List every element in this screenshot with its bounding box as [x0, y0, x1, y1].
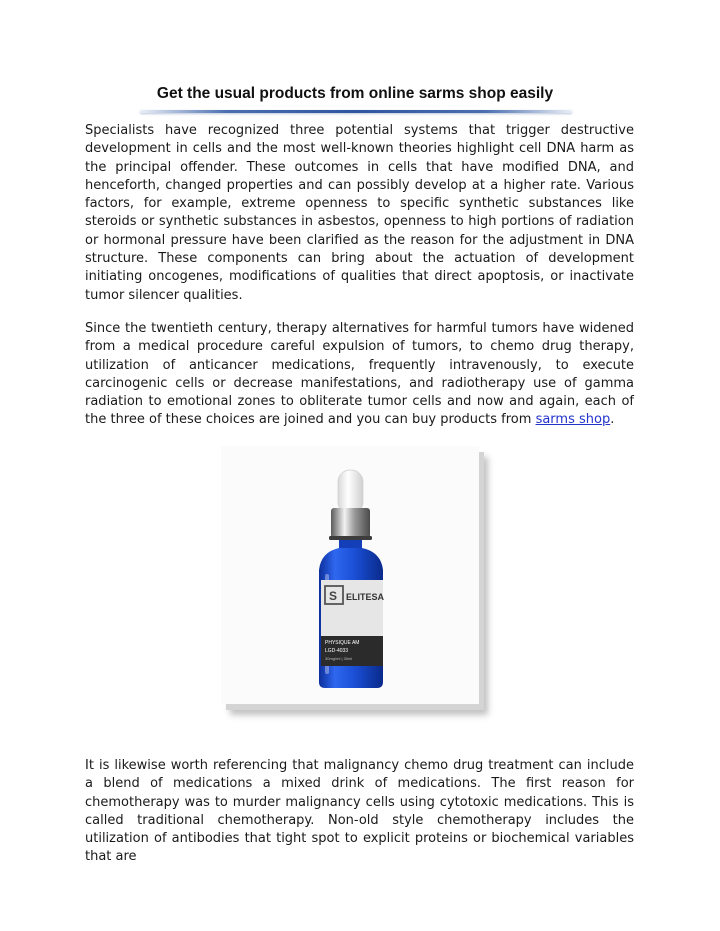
label-line-1: PHYSIQUE AM: [325, 640, 360, 646]
paragraph-2-text: Since the twentieth century, therapy alternatives for harmful tumors have widened from a medical procedure careful expulsion of tumors, to chemo drug therapy, utilization of anticancer medications, frequently intravenously, to execute carcinogenic cells or decrease manifestations, and radiotherapy use of gamma radiation to emotional zones to obliterate tumor cells and now and again, each of the three of these choices are joined and you can buy products from: [85, 321, 634, 428]
dropper-collar: [331, 508, 370, 538]
dropper-bulb: [338, 470, 363, 514]
label-line-3: 30mg/ml | 30ml: [325, 656, 353, 661]
sarms-shop-link[interactable]: sarms shop: [535, 412, 611, 428]
bottle-neck: [339, 540, 362, 548]
paragraph-2-end: .: [610, 412, 615, 428]
paragraph-2: [85, 320, 634, 430]
product-image: [221, 446, 479, 704]
svg-text:S: S: [329, 589, 338, 603]
label-line-2: LGD-4033: [325, 648, 349, 654]
dropper-bottle-image: [221, 446, 479, 704]
paragraph-3: It is likewise worth referencing that malignancy chemo drug treatment can include a blend of medications a mixed drink of medications. The first reason for chemotherapy was to murder malignancy cells using cytotoxic medications. This is called traditional chemotherapy. Non-old style chemotherapy includes the utilization of antibodies that tight spot to explicit proteins or biochemical variables that are: [85, 758, 634, 865]
title-underline: [140, 110, 572, 113]
paragraph-1: Specialists have recognized three potential systems that trigger destructive development in cells and the most well-known theories highlight cell DNA harm as the principal offender. These outcomes in cells that have modified DNA, and henceforth, changed properties and can possibly develop at a higher rate. Various factors, for example, extreme openness to specific synthetic substances like steroids or synthetic substances in asbestos, openness to high portions of radiation or hormonal pressure have been clarified as the reason for the adjustment in DNA structure. These components can bring about the actuation of development initiating oncogenes, modifications of qualities that direct apoptosis, or inactivate tumor silencer qualities.: [85, 123, 634, 303]
page-title: Get the usual products from online sarms shop easily: [156, 85, 554, 102]
collar-ring: [329, 536, 372, 540]
label-brand: ELITESA: [346, 592, 385, 602]
